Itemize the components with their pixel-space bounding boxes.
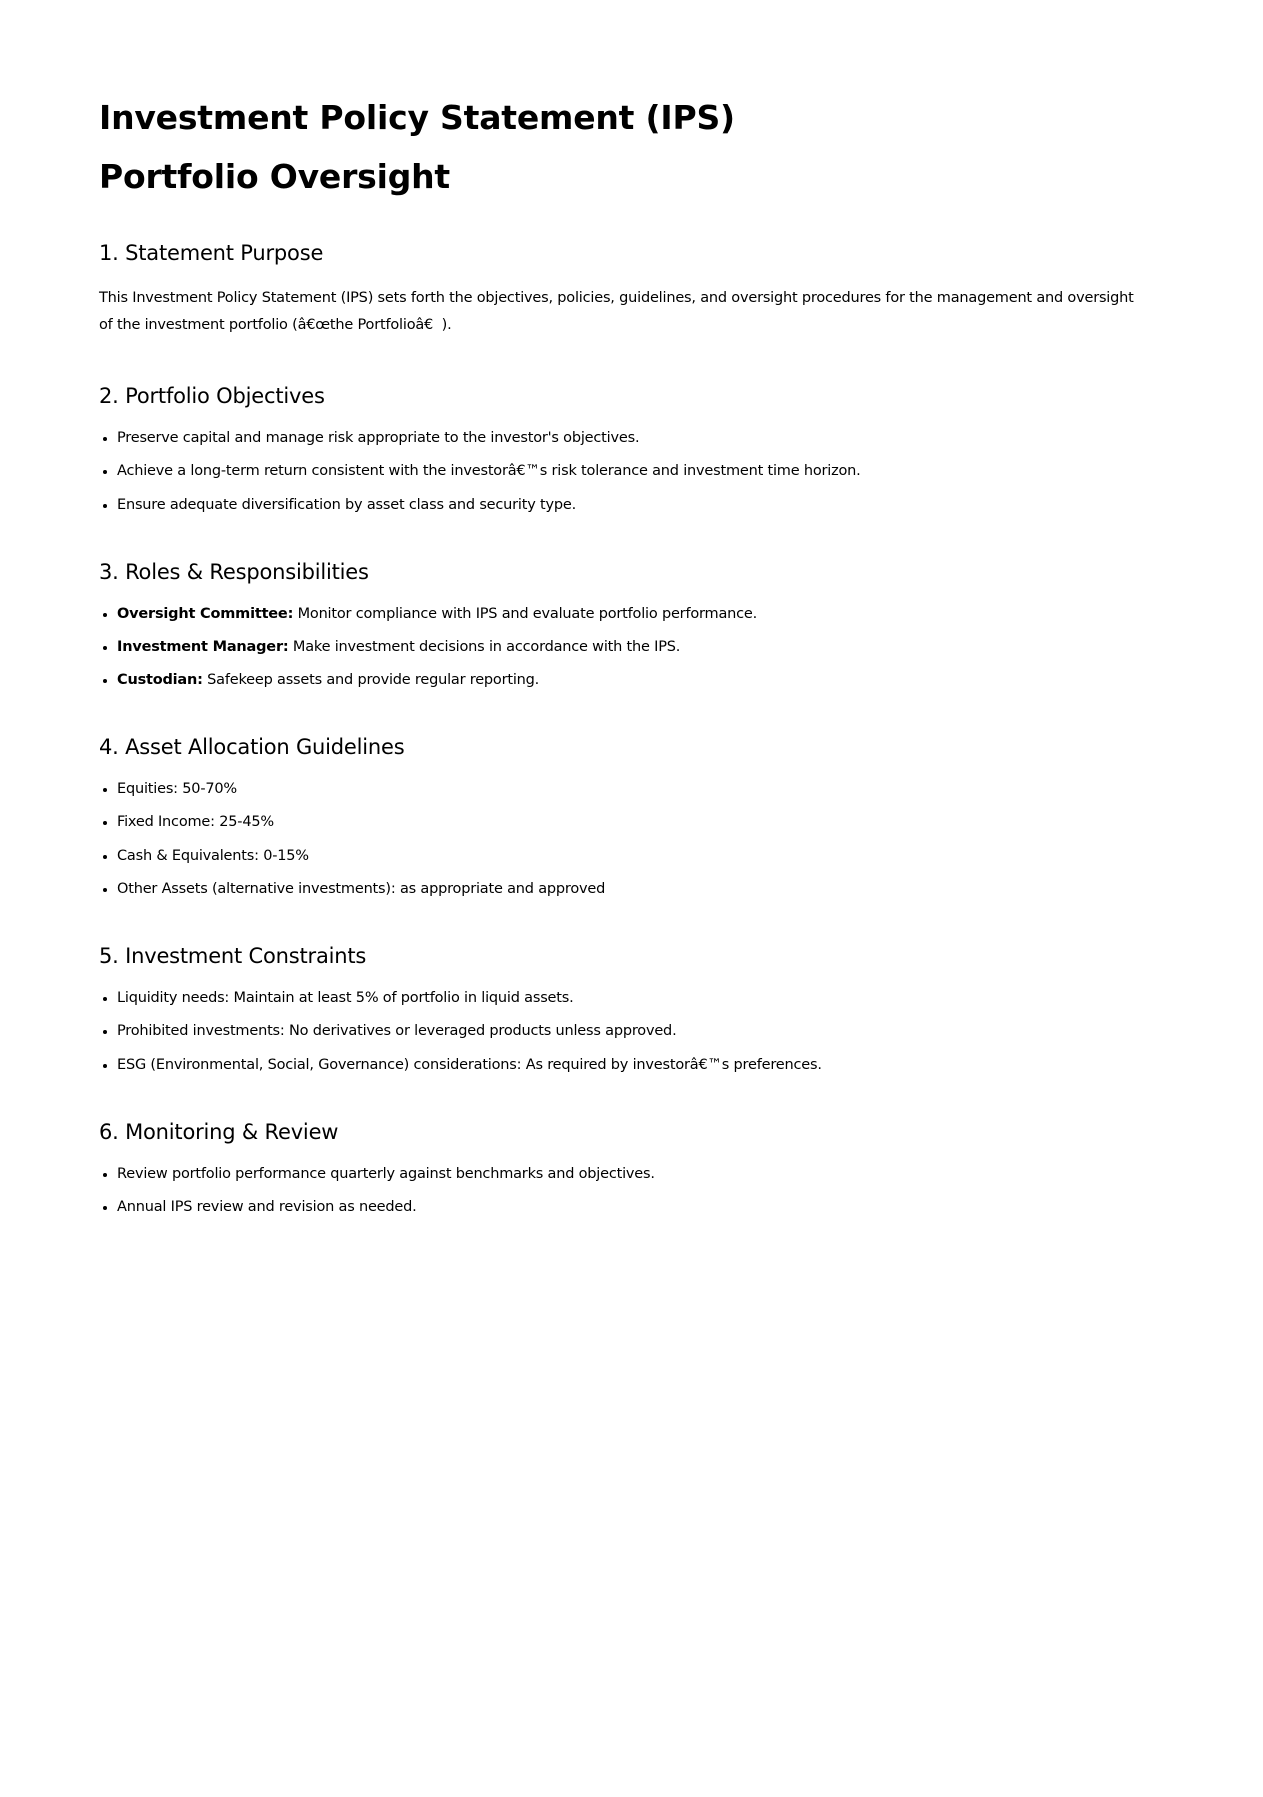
page-title: [99, 88, 1139, 206]
list-item: • Liquidity needs: Maintain at least 5% of portfolio in liquid assets.: [117, 988, 1139, 1008]
list-item: • Review portfolio performance quarterly against benchmarks and objectives.: [117, 1164, 1139, 1184]
section-heading: 4. Asset Allocation Guidelines: [99, 735, 405, 760]
section-heading: 6. Monitoring & Review: [99, 1119, 339, 1144]
section-investment-constraints: [99, 941, 1139, 1075]
list-item: [117, 604, 1139, 624]
list-item: • ESG (Environmental, Social, Governance) considerations: As required by investorâ€™s preferences.: [117, 1055, 1139, 1075]
role-description: Monitor compliance with IPS and evaluate portfolio performance.: [293, 605, 758, 622]
list-item: • Preserve capital and manage risk appropriate to the investor's objectives.: [117, 428, 1139, 448]
role-label: Custodian:: [117, 672, 203, 689]
list-item: • Cash & Equivalents: 0-15%: [117, 846, 1139, 866]
roles-list: [99, 604, 1139, 691]
section-roles-responsibilities: [99, 557, 1139, 691]
role-description: Safekeep assets and provide regular reporting.: [202, 672, 540, 689]
allocation-list: [99, 779, 1139, 899]
list-item: • Annual IPS review and revision as needed.: [117, 1197, 1139, 1217]
role-label: Investment Manager:: [117, 638, 289, 655]
objectives-list: [99, 428, 1139, 515]
section-asset-allocation: [99, 732, 1139, 899]
list-item: • Equities: 50-70%: [117, 779, 1139, 799]
monitoring-list: [99, 1164, 1139, 1217]
list-item: • Ensure adequate diversification by asset class and security type.: [117, 495, 1139, 515]
section-heading: 3. Roles & Responsibilities: [99, 559, 369, 584]
section-heading: 2. Portfolio Objectives: [99, 384, 325, 408]
role-description: Make investment decisions in accordance with the IPS.: [288, 638, 681, 655]
page-title-line-2: Portfolio Oversight: [99, 157, 450, 196]
list-item: [117, 637, 1139, 657]
list-item: • Other Assets (alternative investments): as appropriate and approved: [117, 879, 1139, 899]
section-monitoring-review: [99, 1117, 1139, 1217]
list-item: [117, 670, 1139, 690]
purpose-paragraph: This Investment Policy Statement (IPS) sets forth the objectives, policies, guidelines, and oversight procedures for the management and oversight of the investment portfolio (â€œthe Portfolioâ€).: [99, 290, 1134, 333]
section-portfolio-objectives: [99, 381, 1139, 515]
page-title-line-1: Investment Policy Statement (IPS): [99, 98, 735, 137]
role-label: Oversight Committee:: [117, 605, 294, 622]
section-statement-purpose: [99, 238, 1139, 339]
list-item: • Achieve a long-term return consistent with the investorâ€™s risk tolerance and investment time horizon.: [117, 461, 1139, 481]
list-item: • Prohibited investments: No derivatives or leveraged products unless approved.: [117, 1021, 1139, 1041]
list-item: • Fixed Income: 25-45%: [117, 812, 1139, 832]
section-heading: 5. Investment Constraints: [99, 944, 367, 969]
constraints-list: [99, 988, 1139, 1075]
section-heading: 1. Statement Purpose: [99, 241, 324, 265]
